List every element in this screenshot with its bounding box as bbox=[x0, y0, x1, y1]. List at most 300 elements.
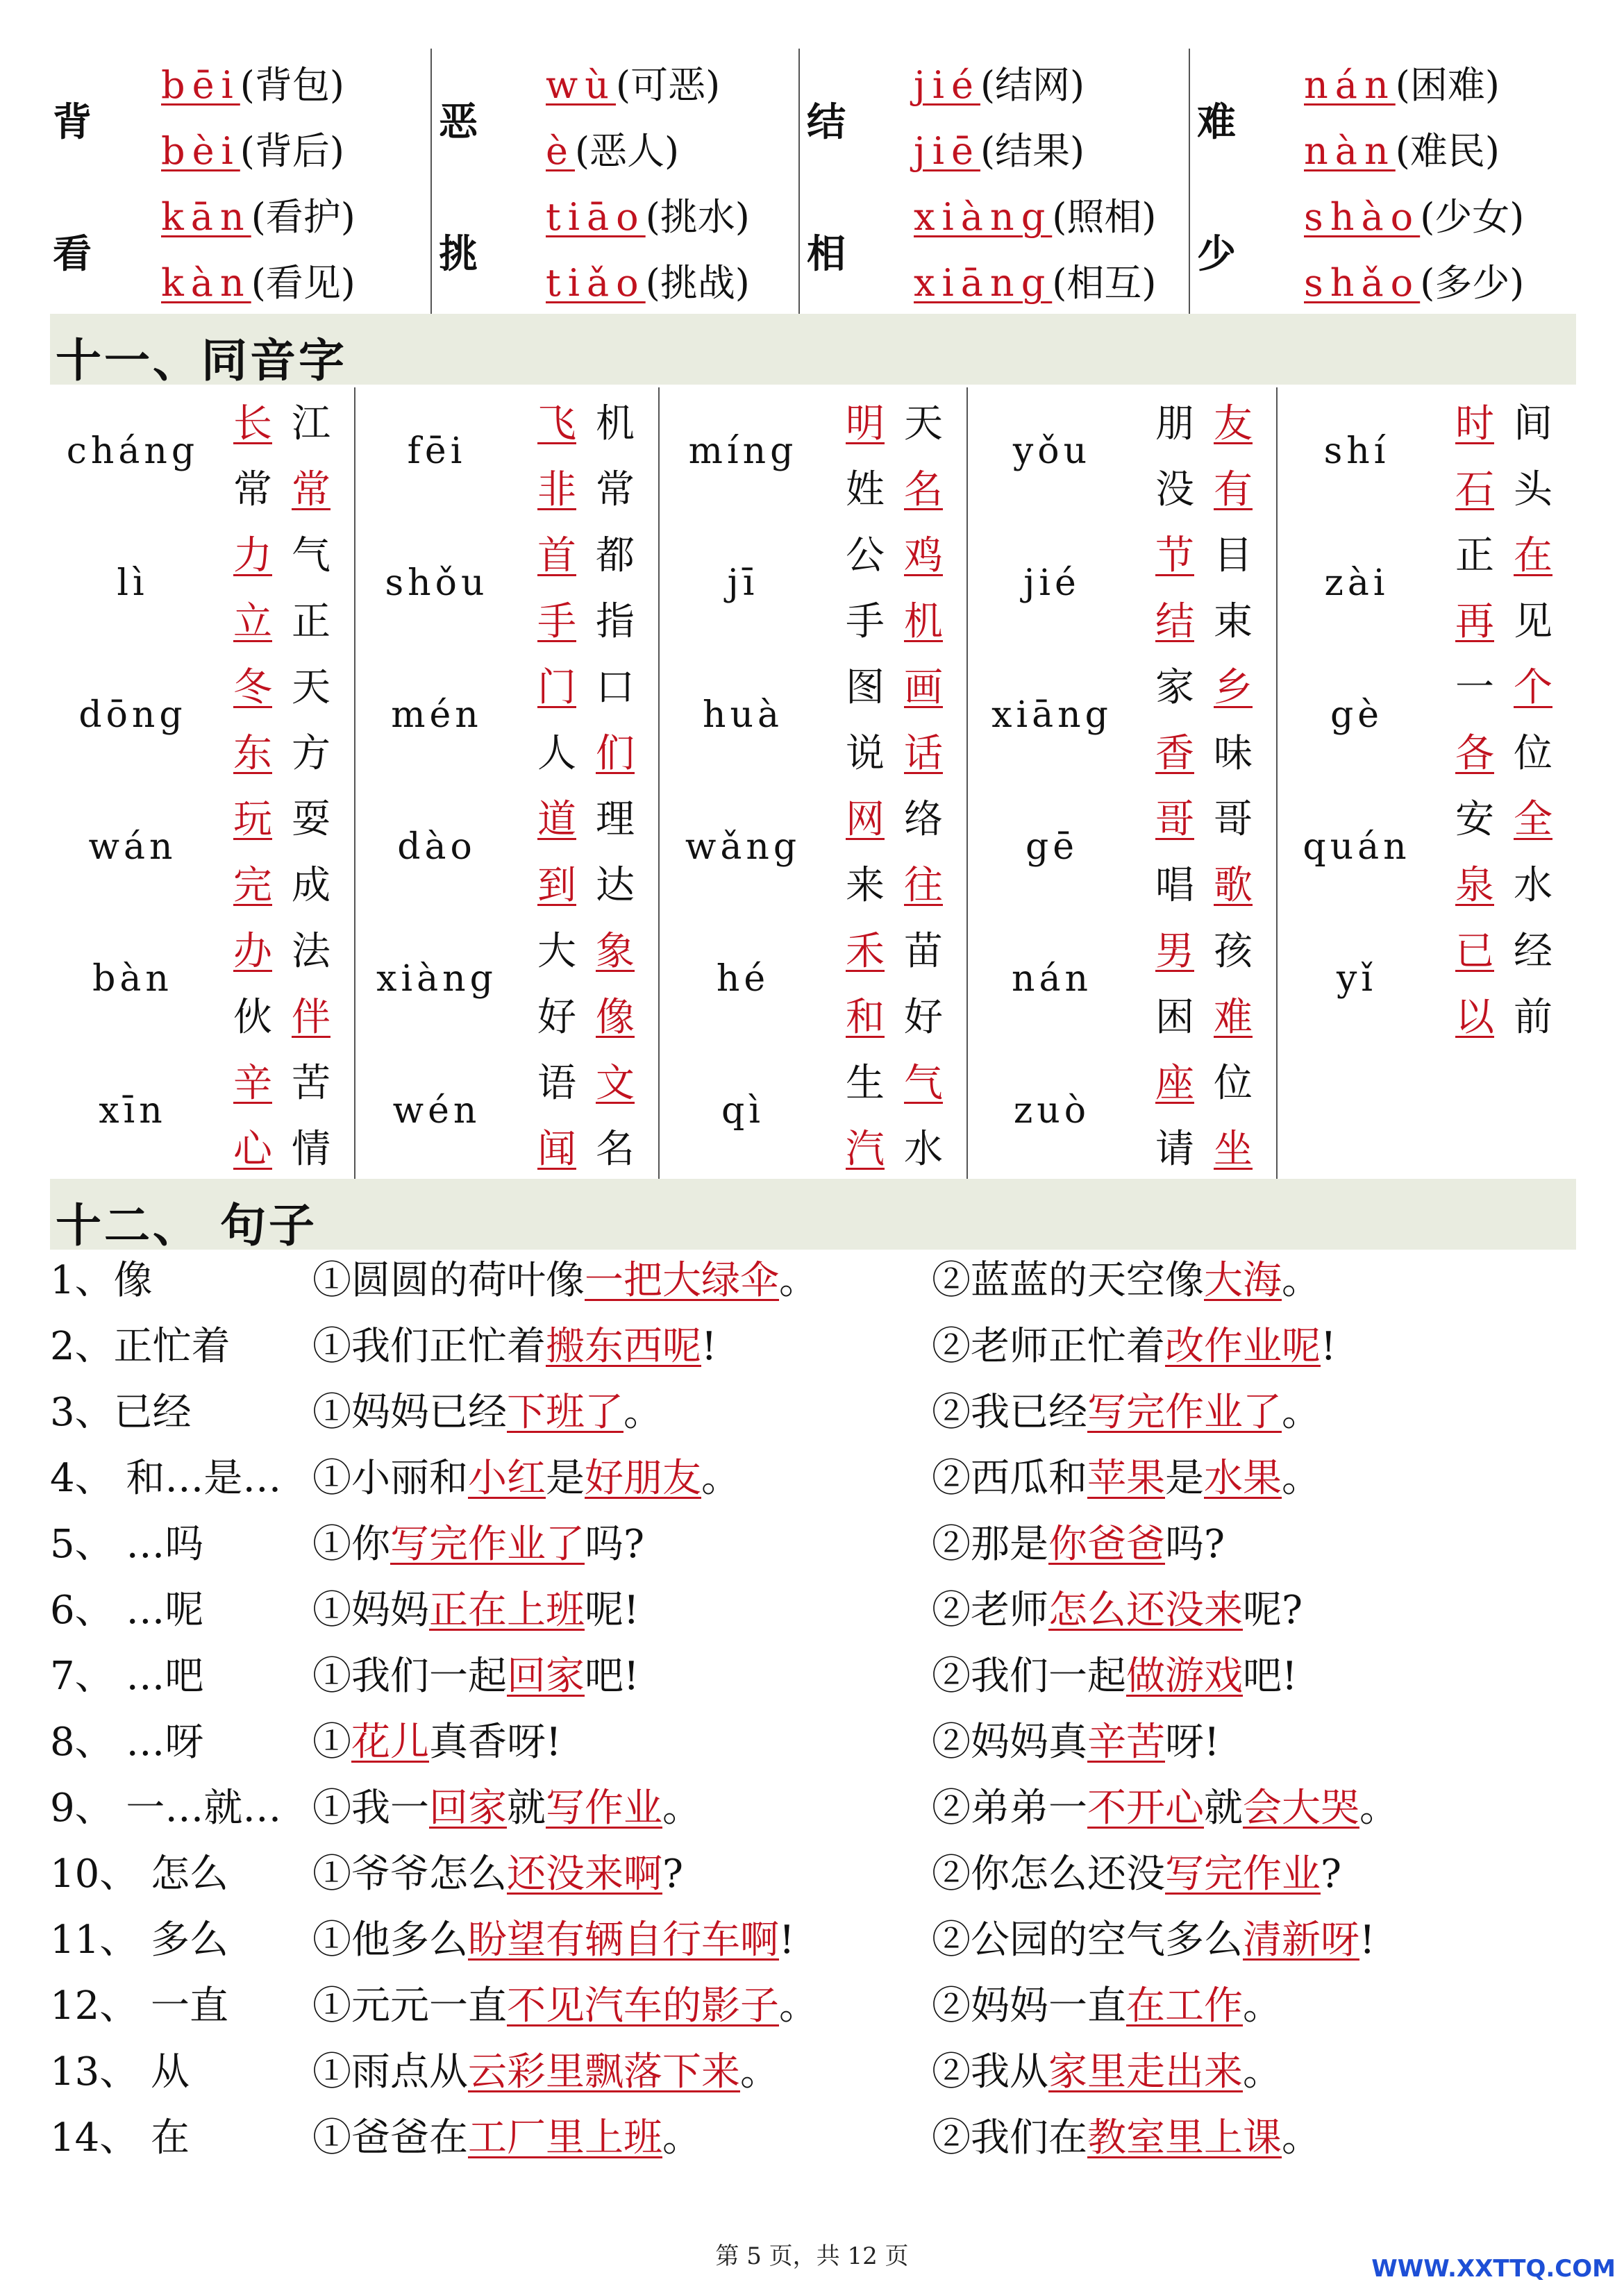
sentence-blank-answer: 云彩里飘落下来 bbox=[468, 2049, 740, 2095]
homophone-char: 好 bbox=[904, 995, 943, 1040]
polyphone-reading bbox=[546, 253, 750, 307]
homophone-char: 都 bbox=[596, 533, 635, 578]
sentence-blank-answer: 家里走出来 bbox=[1048, 2049, 1243, 2095]
sentence-label: 1、像 bbox=[50, 1258, 153, 1303]
sentence-text: ②弟弟一 bbox=[932, 1786, 1087, 1831]
homophone-pinyin: wǎng bbox=[685, 826, 801, 868]
sentence-example-a bbox=[312, 2041, 779, 2097]
sentence-example-a bbox=[312, 1382, 662, 1437]
sentence-blank-answer: 清新呀 bbox=[1243, 1917, 1359, 1963]
sentence-row bbox=[50, 1975, 1576, 2041]
sentence-text: ①我们正忙着 bbox=[312, 1324, 546, 1369]
sentence-blank-answer: 写完作业了 bbox=[390, 1522, 585, 1567]
homophone-char: 名 bbox=[596, 1127, 635, 1172]
homophone-group bbox=[658, 915, 966, 1047]
sentence-text: ①我一 bbox=[312, 1786, 429, 1831]
sentence-text: 呢! bbox=[585, 1588, 639, 1633]
sentence-text: 。 bbox=[623, 1390, 662, 1435]
sentence-example-b bbox=[932, 1777, 1398, 1833]
sentence-blank-answer: 写完作业 bbox=[1165, 1852, 1321, 1897]
homophone-group bbox=[966, 519, 1276, 651]
homophone-group bbox=[1276, 387, 1576, 519]
homophone-char: 生 bbox=[846, 1061, 885, 1106]
homophone-char: 难 bbox=[1214, 995, 1253, 1040]
polyphone-reading bbox=[161, 187, 355, 241]
reading-pinyin: xiāng bbox=[914, 261, 1053, 305]
homophone-group bbox=[50, 783, 354, 915]
sentence-blank-answer: 在工作 bbox=[1126, 1983, 1243, 2029]
reading-pinyin: kàn bbox=[161, 261, 251, 305]
homophone-char: 络 bbox=[904, 797, 943, 842]
sentence-example-a bbox=[312, 1250, 818, 1305]
sentence-text: ? bbox=[662, 1852, 684, 1897]
sentence-row bbox=[50, 2041, 1576, 2107]
sentence-example-a bbox=[312, 1447, 740, 1503]
polyphone-reading bbox=[914, 187, 1156, 241]
homophone-char: 座 bbox=[1155, 1061, 1194, 1106]
homophone-char: 东 bbox=[233, 731, 272, 776]
homophone-char: 气 bbox=[292, 533, 330, 578]
homophone-pinyin: jié bbox=[1023, 562, 1080, 604]
homophone-char: 哥 bbox=[1214, 797, 1253, 842]
sentence-blank-answer: 回家 bbox=[429, 1786, 507, 1831]
homophone-char: 道 bbox=[537, 797, 576, 842]
sentence-label: 12、 一直 bbox=[50, 1983, 229, 2029]
sentence-blank-answer: 还没来啊 bbox=[507, 1852, 662, 1897]
homophone-pinyin: mén bbox=[391, 694, 483, 736]
reading-word: (困难) bbox=[1395, 63, 1500, 107]
homophone-char: 首 bbox=[537, 533, 576, 578]
sentence-text: ②老师正忙着 bbox=[932, 1324, 1165, 1369]
homophone-char: 正 bbox=[1455, 533, 1494, 578]
sentence-example-b bbox=[932, 2041, 1282, 2097]
page-footer: 第 5 页，共 12 页 bbox=[715, 2242, 909, 2270]
homophone-pinyin: gē bbox=[1025, 826, 1079, 868]
sentence-text: 吗? bbox=[1165, 1522, 1225, 1567]
sentence-row bbox=[50, 1447, 1576, 1513]
sentence-text: ①妈妈 bbox=[312, 1588, 429, 1633]
homophone-group bbox=[50, 387, 354, 519]
sentence-text: 呢? bbox=[1243, 1588, 1303, 1633]
homophone-char: 天 bbox=[904, 401, 943, 446]
sentence-text: ①妈妈已经 bbox=[312, 1390, 507, 1435]
sentence-text: ①小丽和 bbox=[312, 1456, 468, 1501]
homophone-pinyin: xīn bbox=[99, 1090, 167, 1132]
sentence-blank-answer: 怎么还没来 bbox=[1048, 1588, 1243, 1633]
homophone-char: 没 bbox=[1155, 467, 1194, 512]
section-12-title: 十二、 句子 bbox=[56, 1199, 317, 1252]
sentence-example-b bbox=[932, 1975, 1282, 2031]
sentence-text: 。 bbox=[662, 2115, 701, 2160]
homophone-char: 办 bbox=[233, 929, 272, 974]
homophone-pinyin: nán bbox=[1012, 958, 1092, 1000]
homophone-char: 手 bbox=[846, 599, 885, 644]
homophone-char: 达 bbox=[596, 863, 635, 908]
homophone-char: 和 bbox=[846, 995, 885, 1040]
section-11-title: 十一、同音字 bbox=[56, 334, 347, 387]
homophone-char: 指 bbox=[596, 599, 635, 644]
homophone-char: 情 bbox=[292, 1127, 330, 1172]
sentence-text: 真香呀! bbox=[429, 1720, 562, 1765]
homophone-char: 法 bbox=[292, 929, 330, 974]
homophone-pinyin: huà bbox=[703, 694, 783, 736]
homophone-char: 石 bbox=[1455, 467, 1494, 512]
homophone-group bbox=[1276, 651, 1576, 783]
sentence-example-a bbox=[312, 1975, 818, 2031]
sentence-text: 吧! bbox=[1243, 1654, 1298, 1699]
homophone-char: 鸡 bbox=[904, 533, 943, 578]
homophone-char: 文 bbox=[596, 1061, 635, 1106]
homophone-char: 香 bbox=[1155, 731, 1194, 776]
homophone-char: 位 bbox=[1514, 731, 1552, 776]
reading-pinyin: jiē bbox=[914, 129, 980, 173]
homophone-char: 画 bbox=[904, 665, 943, 710]
homophone-pinyin: wán bbox=[88, 826, 177, 868]
sentence-blank-answer: 苹果 bbox=[1087, 1456, 1165, 1501]
sentence-blank-answer: 小红 bbox=[468, 1456, 546, 1501]
homophone-char: 歌 bbox=[1214, 863, 1253, 908]
homophone-group bbox=[354, 915, 658, 1047]
homophone-char: 公 bbox=[846, 533, 885, 578]
homophone-group bbox=[50, 519, 354, 651]
polyphone-reading bbox=[546, 187, 750, 241]
sentence-row bbox=[50, 1711, 1576, 1777]
homophone-pinyin: lì bbox=[117, 562, 149, 604]
homophone-char: 非 bbox=[537, 467, 576, 512]
homophone-char: 友 bbox=[1214, 401, 1253, 446]
sentence-text: ②蓝蓝的天空像 bbox=[932, 1258, 1204, 1303]
sentence-example-b bbox=[932, 1645, 1298, 1701]
homophone-char: 在 bbox=[1514, 533, 1552, 578]
homophone-char: 间 bbox=[1514, 401, 1552, 446]
homophone-group bbox=[1276, 783, 1576, 915]
polyphone-char: 恶 bbox=[439, 100, 478, 145]
reading-pinyin: wù bbox=[546, 63, 616, 107]
homophone-group bbox=[50, 915, 354, 1047]
sentence-blank-answer: 做游戏 bbox=[1126, 1654, 1243, 1699]
sentence-example-b bbox=[932, 1711, 1220, 1767]
homophone-char: 伴 bbox=[292, 995, 330, 1040]
homophone-char: 名 bbox=[904, 467, 943, 512]
homophone-pinyin: fēi bbox=[407, 430, 467, 472]
sentence-text: ①爷爷怎么 bbox=[312, 1852, 507, 1897]
homophone-pinyin: xiàng bbox=[376, 958, 497, 1000]
homophone-char: 好 bbox=[537, 995, 576, 1040]
sentence-label: 13、 从 bbox=[50, 2049, 190, 2095]
sentence-text: ②我们一起 bbox=[932, 1654, 1126, 1699]
homophone-group bbox=[966, 915, 1276, 1047]
homophone-char: 机 bbox=[904, 599, 943, 644]
section-11-header bbox=[50, 314, 1576, 385]
homophone-pinyin: míng bbox=[688, 430, 798, 472]
homophone-char: 以 bbox=[1455, 995, 1494, 1040]
sentence-text: 呀! bbox=[1165, 1720, 1220, 1765]
homophone-group bbox=[354, 1047, 658, 1179]
homophone-char: 见 bbox=[1514, 599, 1552, 644]
sentence-example-a bbox=[312, 1843, 683, 1899]
sentence-blank-answer: 写作业 bbox=[546, 1786, 662, 1831]
reading-pinyin: shào bbox=[1304, 195, 1421, 239]
sentence-text: ②公园的空气多么 bbox=[932, 1917, 1243, 1963]
reading-word: (照相) bbox=[1052, 195, 1157, 239]
homophone-char: 味 bbox=[1214, 731, 1253, 776]
homophone-char: 再 bbox=[1455, 599, 1494, 644]
reading-pinyin: bēi bbox=[161, 63, 240, 107]
sentence-label: 7、 …吧 bbox=[50, 1654, 204, 1699]
sentence-text: 。 bbox=[701, 1456, 740, 1501]
sentence-text: ①圆圆的荷叶像 bbox=[312, 1258, 585, 1303]
sentence-text: 。 bbox=[779, 1983, 818, 2029]
polyphone-char: 看 bbox=[53, 232, 92, 277]
homophone-group bbox=[966, 1047, 1276, 1179]
polyphone-char: 少 bbox=[1197, 232, 1236, 277]
homophone-char: 各 bbox=[1455, 731, 1494, 776]
reading-word: (背包) bbox=[240, 63, 344, 107]
homophone-char: 闻 bbox=[537, 1127, 576, 1172]
sentence-text: ②你怎么还没 bbox=[932, 1852, 1165, 1897]
reading-pinyin: tiāo bbox=[546, 195, 646, 239]
homophone-pinyin: wén bbox=[392, 1090, 481, 1132]
sentence-example-a bbox=[312, 1645, 639, 1701]
homophone-group bbox=[50, 1047, 354, 1179]
sentence-row bbox=[50, 1579, 1576, 1645]
homophone-char: 家 bbox=[1155, 665, 1194, 710]
homophone-group bbox=[658, 1047, 966, 1179]
homophone-group bbox=[354, 387, 658, 519]
sentence-label: 8、 …呀 bbox=[50, 1720, 204, 1765]
homophone-char: 们 bbox=[596, 731, 635, 776]
homophone-char: 经 bbox=[1514, 929, 1552, 974]
polyphone-reading bbox=[914, 253, 1156, 307]
sentence-row bbox=[50, 1645, 1576, 1711]
homophone-char: 目 bbox=[1214, 533, 1253, 578]
sentence-example-a bbox=[312, 1513, 644, 1569]
homophone-char: 方 bbox=[292, 731, 330, 776]
homophone-group bbox=[658, 783, 966, 915]
sentence-blank-answer: 辛苦 bbox=[1087, 1720, 1165, 1765]
homophone-char: 时 bbox=[1455, 401, 1494, 446]
sentence-blank-answer: 你爸爸 bbox=[1048, 1522, 1165, 1567]
homophone-char: 禾 bbox=[846, 929, 885, 974]
polyphone-char: 难 bbox=[1197, 100, 1236, 145]
sentence-label: 14、 在 bbox=[50, 2115, 190, 2160]
homophone-char: 机 bbox=[596, 401, 635, 446]
polyphone-reading bbox=[1304, 253, 1524, 307]
reading-pinyin: nàn bbox=[1304, 129, 1396, 173]
sentence-text: ①他多么 bbox=[312, 1917, 468, 1963]
homophone-char: 明 bbox=[846, 401, 885, 446]
sentence-text: ? bbox=[1321, 1852, 1342, 1897]
sentence-blank-answer: 盼望有辆自行车啊 bbox=[468, 1917, 779, 1963]
homophone-char: 束 bbox=[1214, 599, 1253, 644]
sentence-blank-answer: 改作业呢 bbox=[1165, 1324, 1321, 1369]
sentence-example-b bbox=[932, 1579, 1303, 1635]
polyphone-entry bbox=[430, 49, 798, 315]
sentence-example-b bbox=[932, 1250, 1321, 1305]
homophone-char: 往 bbox=[904, 863, 943, 908]
homophone-char: 苦 bbox=[292, 1061, 330, 1106]
homophone-char: 男 bbox=[1155, 929, 1194, 974]
sentence-text: 就 bbox=[1204, 1786, 1243, 1831]
homophone-char: 唱 bbox=[1155, 863, 1194, 908]
reading-word: (挑水) bbox=[645, 195, 750, 239]
sentence-text: 。 bbox=[779, 1258, 818, 1303]
sentence-text: ①你 bbox=[312, 1522, 390, 1567]
sentence-blank-answer: 写完作业了 bbox=[1087, 1390, 1282, 1435]
homophone-char: 朋 bbox=[1155, 401, 1194, 446]
homophone-char: 位 bbox=[1214, 1061, 1253, 1106]
homophone-char: 成 bbox=[292, 863, 330, 908]
sentence-blank-answer: 下班了 bbox=[507, 1390, 623, 1435]
sentence-blank-answer: 回家 bbox=[507, 1654, 585, 1699]
polyphone-char: 背 bbox=[53, 100, 92, 145]
reading-word: (多少) bbox=[1420, 261, 1525, 305]
sentence-text: ②那是 bbox=[932, 1522, 1048, 1567]
homophone-char: 头 bbox=[1514, 467, 1552, 512]
homophone-group bbox=[1276, 915, 1576, 1047]
homophone-char: 象 bbox=[596, 929, 635, 974]
homophone-char: 人 bbox=[537, 731, 576, 776]
homophone-char: 孩 bbox=[1214, 929, 1253, 974]
sentence-row bbox=[50, 2107, 1576, 2173]
reading-word: (背后) bbox=[240, 129, 344, 173]
homophone-pinyin: dōng bbox=[78, 694, 187, 736]
homophone-pinyin: shǒu bbox=[385, 562, 489, 604]
sentence-example-a bbox=[312, 1316, 717, 1371]
sentence-text: ②我从 bbox=[932, 2049, 1048, 2095]
sentence-row bbox=[50, 1316, 1576, 1382]
reading-word: (可恶) bbox=[616, 63, 721, 107]
homophone-char: 节 bbox=[1155, 533, 1194, 578]
homophone-group bbox=[354, 783, 658, 915]
homophone-char: 说 bbox=[846, 731, 885, 776]
homophone-group bbox=[658, 387, 966, 519]
sentence-text: ①爸爸在 bbox=[312, 2115, 468, 2160]
homophone-char: 天 bbox=[292, 665, 330, 710]
sentence-text: 。 bbox=[1282, 2115, 1321, 2160]
sentence-blank-answer: 水果 bbox=[1204, 1456, 1282, 1501]
polyphone-entry bbox=[50, 49, 430, 315]
homophone-pinyin: jī bbox=[727, 562, 759, 604]
homophone-pinyin: dào bbox=[397, 826, 476, 868]
homophone-group bbox=[966, 651, 1276, 783]
homophone-char: 飞 bbox=[537, 401, 576, 446]
reading-word: (相互) bbox=[1052, 261, 1157, 305]
reading-word: (看护) bbox=[251, 195, 355, 239]
homophone-char: 已 bbox=[1455, 929, 1494, 974]
homophone-pinyin: zuò bbox=[1013, 1090, 1091, 1132]
homophone-char: 像 bbox=[596, 995, 635, 1040]
sentence-text: ②我已经 bbox=[932, 1390, 1087, 1435]
polyphone-reading bbox=[161, 253, 355, 307]
homophone-char: 话 bbox=[904, 731, 943, 776]
sentence-text: ②妈妈一直 bbox=[932, 1983, 1126, 2029]
homophone-pinyin: zài bbox=[1324, 562, 1389, 604]
reading-word: (看见) bbox=[251, 261, 355, 305]
homophone-pinyin: gè bbox=[1330, 694, 1384, 736]
reading-pinyin: bèi bbox=[161, 129, 240, 173]
homophone-pinyin: cháng bbox=[66, 430, 199, 472]
homophone-char: 伙 bbox=[233, 995, 272, 1040]
homophone-pinyin: xiāng bbox=[991, 694, 1112, 736]
sentence-text: 。 bbox=[1243, 2049, 1282, 2095]
sentence-example-b bbox=[932, 1909, 1375, 1965]
reading-pinyin: è bbox=[546, 129, 575, 173]
homophone-char: 图 bbox=[846, 665, 885, 710]
homophone-char: 心 bbox=[233, 1127, 272, 1172]
homophone-char: 个 bbox=[1514, 665, 1552, 710]
homophone-group bbox=[1276, 519, 1576, 651]
sentence-label: 3、已经 bbox=[50, 1390, 192, 1435]
homophone-char: 大 bbox=[537, 929, 576, 974]
sentence-blank-answer: 工厂里上班 bbox=[468, 2115, 662, 2160]
homophone-char: 正 bbox=[292, 599, 330, 644]
polyphone-char: 结 bbox=[807, 100, 846, 145]
sentence-text: ①我们一起 bbox=[312, 1654, 507, 1699]
sentence-text: 。 bbox=[1359, 1786, 1398, 1831]
homophone-char: 力 bbox=[233, 533, 272, 578]
sentence-blank-answer: 会大哭 bbox=[1243, 1786, 1359, 1831]
homophone-char: 结 bbox=[1155, 599, 1194, 644]
sentence-label: 4、 和…是… bbox=[50, 1456, 282, 1501]
sentence-example-a bbox=[312, 1711, 562, 1767]
sentence-example-b bbox=[932, 1316, 1337, 1371]
sentence-blank-answer: 教室里上课 bbox=[1087, 2115, 1282, 2160]
homophone-char: 前 bbox=[1514, 995, 1552, 1040]
homophone-char: 全 bbox=[1514, 797, 1552, 842]
sentence-text: 。 bbox=[1282, 1390, 1321, 1435]
homophone-char: 坐 bbox=[1214, 1127, 1253, 1172]
sentence-label: 11、 多么 bbox=[50, 1917, 229, 1963]
sentence-example-a bbox=[312, 1579, 639, 1635]
homophone-group bbox=[966, 783, 1276, 915]
homophone-char: 来 bbox=[846, 863, 885, 908]
sentence-row bbox=[50, 1777, 1576, 1843]
sentence-text: ! bbox=[1321, 1324, 1337, 1369]
sentence-example-a bbox=[312, 1777, 701, 1833]
sentence-text: 是 bbox=[1165, 1456, 1204, 1501]
homophone-pinyin: shí bbox=[1323, 430, 1390, 472]
homophone-char: 耍 bbox=[292, 797, 330, 842]
homophone-group bbox=[354, 651, 658, 783]
reading-word: (难民) bbox=[1395, 129, 1500, 173]
sentence-row bbox=[50, 1382, 1576, 1447]
sentence-example-b bbox=[932, 1382, 1321, 1437]
homophone-char: 常 bbox=[292, 467, 330, 512]
polyphone-char: 相 bbox=[807, 232, 846, 277]
sentence-example-a bbox=[312, 1909, 795, 1965]
sentence-text: ! bbox=[779, 1917, 795, 1963]
sentence-text: ②我们在 bbox=[932, 2115, 1087, 2160]
polyphone-entry bbox=[1189, 49, 1576, 315]
sentence-text: ! bbox=[701, 1324, 717, 1369]
sentence-blank-answer: 花儿 bbox=[351, 1720, 429, 1765]
homophone-pinyin: yǒu bbox=[1012, 430, 1091, 472]
sentence-text: 就 bbox=[507, 1786, 546, 1831]
homophone-char: 安 bbox=[1455, 797, 1494, 842]
sentence-example-b bbox=[932, 1843, 1341, 1899]
polyphone-table bbox=[50, 49, 1576, 315]
sentence-text: 吧! bbox=[585, 1654, 639, 1699]
sentence-text: ②西瓜和 bbox=[932, 1456, 1087, 1501]
sentence-text: ①元元一直 bbox=[312, 1983, 507, 2029]
sentence-example-b bbox=[932, 1447, 1321, 1503]
sentence-label: 6、 …呢 bbox=[50, 1588, 204, 1633]
homophone-char: 手 bbox=[537, 599, 576, 644]
homophone-char: 常 bbox=[596, 467, 635, 512]
sentence-label: 10、 怎么 bbox=[50, 1852, 229, 1897]
sentence-text: 。 bbox=[740, 2049, 779, 2095]
